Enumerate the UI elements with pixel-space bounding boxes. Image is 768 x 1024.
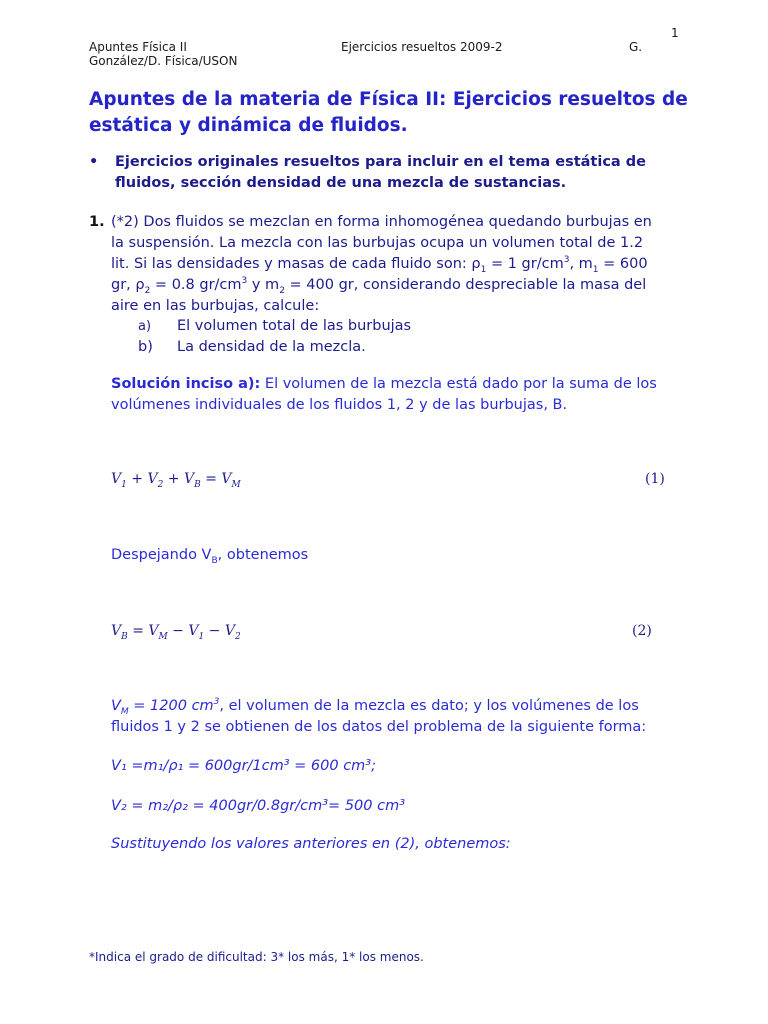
- problem-line-3: lit. Si las densidades y masas de cada fluido son: $\rho_1 = 1$ $gr/cm^3$, $m_1 = 600$: [111, 255, 648, 275]
- equation-2: $V_B = V_M - V_1 - V_2$: [111, 623, 241, 642]
- header-second-line: González/D. Física/USON: [89, 54, 238, 68]
- sustituyendo-line: Sustituyendo los valores anteriores en (2), obtenemos:: [111, 836, 511, 852]
- equation-1: $V_1 + V_2 + V_B = V_M$: [111, 471, 241, 490]
- document-title: [89, 87, 689, 139]
- bullet-line-1: Ejercicios originales resueltos para incluir en el tema estática de: [115, 154, 646, 170]
- bullet-line-2: fluidos, sección densidad de una mezcla de sustancias.: [115, 175, 567, 191]
- page-number: 1: [671, 26, 679, 40]
- header-right: G.: [629, 40, 643, 54]
- bullet-symbol: •: [89, 154, 99, 170]
- v2-line: V₂ = m₂/ρ₂ = 400gr/0.8gr/cm³= 500 cm³: [111, 798, 406, 814]
- problem-line-4: gr, $\rho_2 = 0.8$ $gr/cm^3$ y $m_2 = 400$ gr, considerando despreciable la masa del: [111, 276, 647, 296]
- problem-number: 1.: [89, 214, 105, 230]
- footnote: *Indica el grado de dificultad: 3* los más, 1* los menos.: [89, 950, 424, 964]
- solution-line-2: volúmenes individuales de los fluidos 1, 2 y de las burbujas, B.: [111, 397, 568, 413]
- solution-heading: Solución inciso a):: [111, 376, 261, 392]
- bullet-text: [115, 152, 685, 194]
- header-center: Ejercicios resueltos 2009-2: [341, 40, 503, 54]
- solution-line-1: Solución inciso a): El volumen de la mezcla está dado por la suma de los: [111, 376, 657, 392]
- despejando-line: Despejando $V_B$, obtenemos: [111, 547, 309, 566]
- v1-line: V₁ =m₁/ρ₁ = 600gr/1cm³ = 600 cm³;: [111, 758, 377, 774]
- list-item-a-label: a): [138, 319, 152, 334]
- vm-paragraph: [111, 696, 686, 738]
- problem-statement: [111, 212, 686, 317]
- vm-line-1: $V_M = 1200$ $cm^3$, el volumen de la mezcla es dato; y los volúmenes de los: [111, 697, 639, 717]
- equation-1-number: (1): [645, 471, 665, 487]
- vm-line-2: fluidos 1 y 2 se obtienen de los datos del problema de la siguiente forma:: [111, 719, 647, 735]
- header-left: Apuntes Física II: [89, 40, 187, 54]
- problem-line-1: (*2) Dos fluidos se mezclan en forma inhomogénea quedando burbujas en: [111, 214, 652, 230]
- solution-paragraph: [111, 374, 686, 416]
- list-item-a-text: El volumen total de las burbujas: [177, 318, 412, 334]
- title-line-1: Apuntes de la materia de Física II: Ejercicios resueltos de: [89, 89, 688, 110]
- problem-line-5: aire en las burbujas, calcule:: [111, 298, 320, 314]
- equation-2-number: (2): [632, 623, 652, 639]
- list-item-b-label: b): [138, 339, 153, 355]
- title-line-2: estática y dinámica de fluidos.: [89, 115, 408, 136]
- list-item-b-text: La densidad de la mezcla.: [177, 339, 366, 355]
- problem-line-2: la suspensión. La mezcla con las burbujas ocupa un volumen total de 1.2: [111, 235, 644, 251]
